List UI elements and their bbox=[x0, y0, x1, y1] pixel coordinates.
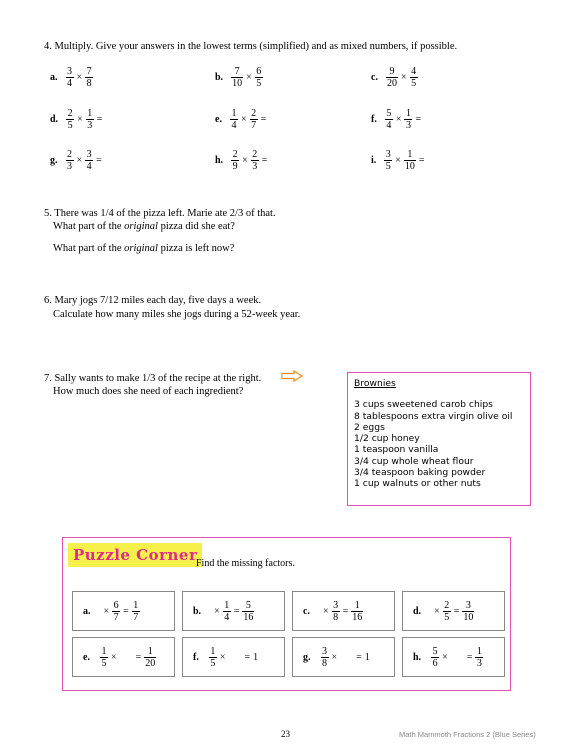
puzzle-problem-h bbox=[402, 637, 505, 677]
times-sign: × bbox=[103, 605, 110, 617]
ingredient-item: 1/2 cup honey bbox=[354, 433, 420, 445]
fraction bbox=[231, 66, 243, 89]
fraction bbox=[321, 646, 329, 669]
fraction bbox=[66, 66, 74, 89]
denominator: 10 bbox=[463, 611, 474, 623]
brownies-recipe-box bbox=[347, 372, 531, 506]
fraction bbox=[351, 600, 363, 623]
denominator: 9 bbox=[232, 161, 238, 172]
exercise-h bbox=[215, 149, 270, 172]
puzzle-label: a. bbox=[83, 605, 91, 617]
fraction bbox=[230, 108, 238, 131]
equals-sign: = bbox=[244, 651, 251, 663]
puzzle-expression bbox=[83, 600, 140, 623]
times-sign: × bbox=[246, 72, 252, 83]
numerator: 1 bbox=[87, 108, 93, 119]
puzzle-expression bbox=[303, 600, 363, 623]
times-sign: × bbox=[400, 72, 407, 83]
denominator: 5 bbox=[385, 161, 391, 172]
denominator: 6 bbox=[432, 657, 438, 669]
times-sign: × bbox=[214, 605, 220, 617]
question-7-question: How much does she need of each ingredient? bbox=[53, 386, 244, 397]
fraction bbox=[100, 646, 108, 669]
numerator: 3 bbox=[67, 66, 72, 77]
fraction bbox=[332, 600, 340, 623]
puzzle-label: d. bbox=[413, 605, 422, 617]
times-sign: × bbox=[395, 155, 401, 166]
exercise-label: e. bbox=[215, 114, 222, 125]
puzzle-problem-g bbox=[292, 637, 395, 677]
fraction bbox=[255, 66, 263, 89]
equals-sign: = bbox=[135, 651, 142, 663]
times-sign: × bbox=[331, 651, 338, 663]
denominator: 16 bbox=[352, 611, 363, 623]
puzzle-label: c. bbox=[303, 605, 310, 617]
numerator: 3 bbox=[322, 645, 327, 657]
ingredient-item: 2 eggs bbox=[354, 421, 385, 433]
ingredient-item: 1 cup walnuts or other nuts bbox=[354, 478, 481, 490]
numerator: 1 bbox=[133, 599, 139, 611]
puzzle-expression bbox=[83, 646, 156, 669]
right-arrow-icon bbox=[281, 370, 303, 382]
denominator: 4 bbox=[231, 120, 237, 131]
exercise-label: i. bbox=[371, 155, 377, 166]
question-6-text: 6. Mary jogs 7/12 miles each day, five days a week. bbox=[44, 295, 262, 306]
exercise-label: d. bbox=[50, 114, 59, 125]
denominator: 5 bbox=[411, 78, 417, 89]
puzzle-expression bbox=[193, 646, 258, 669]
ingredient-item: 3/4 teaspoon baking powder bbox=[354, 467, 486, 479]
denominator: 10 bbox=[404, 161, 415, 172]
numerator: 2 bbox=[67, 149, 72, 160]
numerator: 2 bbox=[252, 149, 258, 160]
ingredient-item: 1 teaspoon vanilla bbox=[354, 444, 439, 456]
fraction bbox=[242, 600, 254, 623]
fraction bbox=[85, 66, 93, 89]
numerator: 1 bbox=[210, 645, 216, 657]
denominator: 5 bbox=[67, 120, 73, 131]
fraction bbox=[386, 66, 398, 89]
numerator: 5 bbox=[432, 645, 438, 657]
numerator: 4 bbox=[411, 66, 417, 77]
denominator: 8 bbox=[322, 657, 327, 669]
fraction bbox=[112, 600, 120, 623]
numerator: 1 bbox=[405, 108, 411, 119]
result-value: 1 bbox=[253, 651, 259, 663]
fraction bbox=[132, 600, 140, 623]
puzzle-problem-f bbox=[182, 637, 285, 677]
denominator: 4 bbox=[67, 78, 72, 89]
numerator: 5 bbox=[386, 108, 392, 119]
fraction bbox=[66, 108, 74, 131]
puzzle-label: f. bbox=[193, 651, 199, 663]
fraction bbox=[251, 149, 259, 172]
times-sign: × bbox=[110, 651, 117, 663]
equals-sign: = bbox=[261, 155, 268, 166]
question-6-question: Calculate how many miles she jogs during a 52-week year. bbox=[53, 309, 301, 320]
denominator: 5 bbox=[444, 611, 450, 623]
puzzle-problem-b bbox=[182, 591, 285, 631]
denominator: 5 bbox=[210, 657, 216, 669]
puzzle-label: h. bbox=[413, 651, 422, 663]
result-value: 1 bbox=[364, 651, 370, 663]
puzzle-expression bbox=[413, 646, 483, 669]
numerator: 2 bbox=[444, 599, 450, 611]
numerator: 2 bbox=[251, 108, 257, 119]
exercise-b bbox=[215, 66, 263, 89]
fraction bbox=[144, 646, 156, 669]
fraction bbox=[86, 108, 94, 131]
times-sign: × bbox=[240, 114, 247, 125]
denominator: 4 bbox=[224, 611, 230, 623]
denominator: 5 bbox=[256, 78, 262, 89]
numerator: 3 bbox=[86, 149, 92, 160]
equals-sign: = bbox=[453, 605, 460, 617]
question-5-text: 5. There was 1/4 of the pizza left. Marie ate 2/3 of that. bbox=[44, 208, 276, 219]
fraction bbox=[66, 149, 74, 172]
times-sign: × bbox=[322, 605, 329, 617]
numerator: 6 bbox=[113, 599, 119, 611]
times-sign: × bbox=[242, 155, 248, 166]
fraction bbox=[223, 600, 231, 623]
fraction bbox=[384, 149, 392, 172]
puzzle-problem-d bbox=[402, 591, 505, 631]
numerator: 2 bbox=[67, 108, 73, 119]
fraction bbox=[410, 66, 418, 89]
fraction bbox=[462, 600, 474, 623]
times-sign: × bbox=[442, 651, 448, 663]
denominator: 7 bbox=[251, 120, 257, 131]
equals-sign: = bbox=[96, 155, 102, 166]
denominator: 20 bbox=[145, 657, 156, 669]
question-4-title: 4. Multiply. Give your answers in the lowest terms (simplified) and as mixed numbers, if possible. bbox=[44, 41, 458, 52]
puzzle-problem-a bbox=[72, 591, 175, 631]
equals-sign: = bbox=[418, 155, 425, 166]
numerator: 1 bbox=[476, 645, 482, 657]
times-sign: × bbox=[77, 114, 83, 125]
numerator: 1 bbox=[224, 599, 230, 611]
equals-sign: = bbox=[415, 114, 422, 125]
exercise-label: h. bbox=[215, 155, 224, 166]
exercise-label: f. bbox=[371, 114, 377, 125]
fraction bbox=[443, 600, 451, 623]
puzzle-instruction: Find the missing factors. bbox=[196, 558, 295, 569]
equals-sign: = bbox=[342, 605, 349, 617]
footer-source: Math Mammoth Fractions 2 (Blue Series) bbox=[399, 730, 536, 739]
numerator: 1 bbox=[354, 599, 360, 611]
equals-sign: = bbox=[96, 114, 103, 125]
denominator: 16 bbox=[243, 611, 254, 623]
denominator: 5 bbox=[101, 657, 107, 669]
fraction bbox=[385, 108, 393, 131]
denominator: 4 bbox=[86, 161, 92, 172]
puzzle-expression bbox=[193, 600, 254, 623]
denominator: 10 bbox=[232, 78, 243, 89]
numerator: 1 bbox=[101, 645, 107, 657]
numerator: 1 bbox=[407, 149, 413, 160]
page-number: 23 bbox=[281, 729, 290, 739]
numerator: 3 bbox=[385, 149, 391, 160]
puzzle-corner-badge: Puzzle Corner bbox=[68, 543, 202, 567]
puzzle-label: b. bbox=[193, 605, 202, 617]
question-5-part-1: What part of the original pizza did she eat? bbox=[53, 221, 235, 232]
fraction bbox=[209, 646, 217, 669]
numerator: 1 bbox=[231, 108, 237, 119]
denominator: 4 bbox=[386, 120, 392, 131]
fraction bbox=[404, 149, 416, 172]
equals-sign: = bbox=[260, 114, 267, 125]
puzzle-expression bbox=[413, 600, 474, 623]
fraction bbox=[231, 149, 239, 172]
exercise-f bbox=[371, 108, 424, 131]
numerator: 6 bbox=[256, 66, 262, 77]
numerator: 1 bbox=[147, 645, 153, 657]
question-7-text: 7. Sally wants to make 1/3 of the recipe at the right. bbox=[44, 373, 262, 384]
denominator: 7 bbox=[113, 611, 119, 623]
exercise-e bbox=[215, 108, 269, 131]
denominator: 3 bbox=[87, 120, 93, 131]
numerator: 9 bbox=[389, 66, 395, 77]
exercise-c bbox=[371, 66, 418, 89]
fraction bbox=[404, 108, 412, 131]
numerator: 7 bbox=[234, 66, 240, 77]
times-sign: × bbox=[76, 155, 83, 166]
equals-sign: = bbox=[356, 651, 362, 663]
exercise-g bbox=[50, 149, 105, 172]
equals-sign: = bbox=[123, 605, 129, 617]
exercise-label: c. bbox=[371, 72, 378, 83]
exercise-label: g. bbox=[50, 155, 58, 166]
equals-sign: = bbox=[466, 651, 473, 663]
ingredient-item: 3/4 cup whole wheat flour bbox=[354, 455, 474, 467]
times-sign: × bbox=[76, 72, 83, 83]
denominator: 7 bbox=[133, 611, 139, 623]
puzzle-problem-c bbox=[292, 591, 395, 631]
numerator: 3 bbox=[333, 599, 339, 611]
denominator: 3 bbox=[405, 120, 411, 131]
exercise-label: b. bbox=[215, 72, 224, 83]
fraction bbox=[475, 646, 483, 669]
puzzle-expression bbox=[303, 646, 370, 669]
ingredient-item: 3 cups sweetened carob chips bbox=[354, 399, 493, 411]
denominator: 3 bbox=[476, 657, 482, 669]
exercise-a bbox=[50, 66, 93, 89]
puzzle-label: e. bbox=[83, 651, 90, 663]
numerator: 7 bbox=[86, 66, 92, 77]
exercise-label: a. bbox=[50, 72, 58, 83]
denominator: 8 bbox=[333, 611, 339, 623]
exercise-d bbox=[50, 108, 105, 131]
numerator: 5 bbox=[245, 599, 251, 611]
fraction bbox=[431, 646, 439, 669]
recipe-title: Brownies bbox=[354, 378, 396, 389]
fraction bbox=[85, 149, 93, 172]
ingredient-list bbox=[354, 399, 524, 489]
times-sign: × bbox=[219, 651, 226, 663]
question-5-part-2: What part of the original pizza is left now? bbox=[53, 243, 235, 254]
denominator: 3 bbox=[252, 161, 258, 172]
times-sign: × bbox=[434, 605, 440, 617]
exercise-i bbox=[371, 149, 428, 172]
puzzle-label: g. bbox=[303, 651, 311, 663]
denominator: 20 bbox=[386, 78, 397, 89]
ingredient-item: 8 tablespoons extra virgin olive oil bbox=[354, 410, 513, 422]
fraction bbox=[250, 108, 258, 131]
equals-sign: = bbox=[233, 605, 240, 617]
denominator: 3 bbox=[67, 161, 72, 172]
numerator: 3 bbox=[465, 599, 471, 611]
times-sign: × bbox=[395, 114, 402, 125]
numerator: 2 bbox=[232, 149, 238, 160]
denominator: 8 bbox=[86, 78, 92, 89]
puzzle-problem-e bbox=[72, 637, 175, 677]
